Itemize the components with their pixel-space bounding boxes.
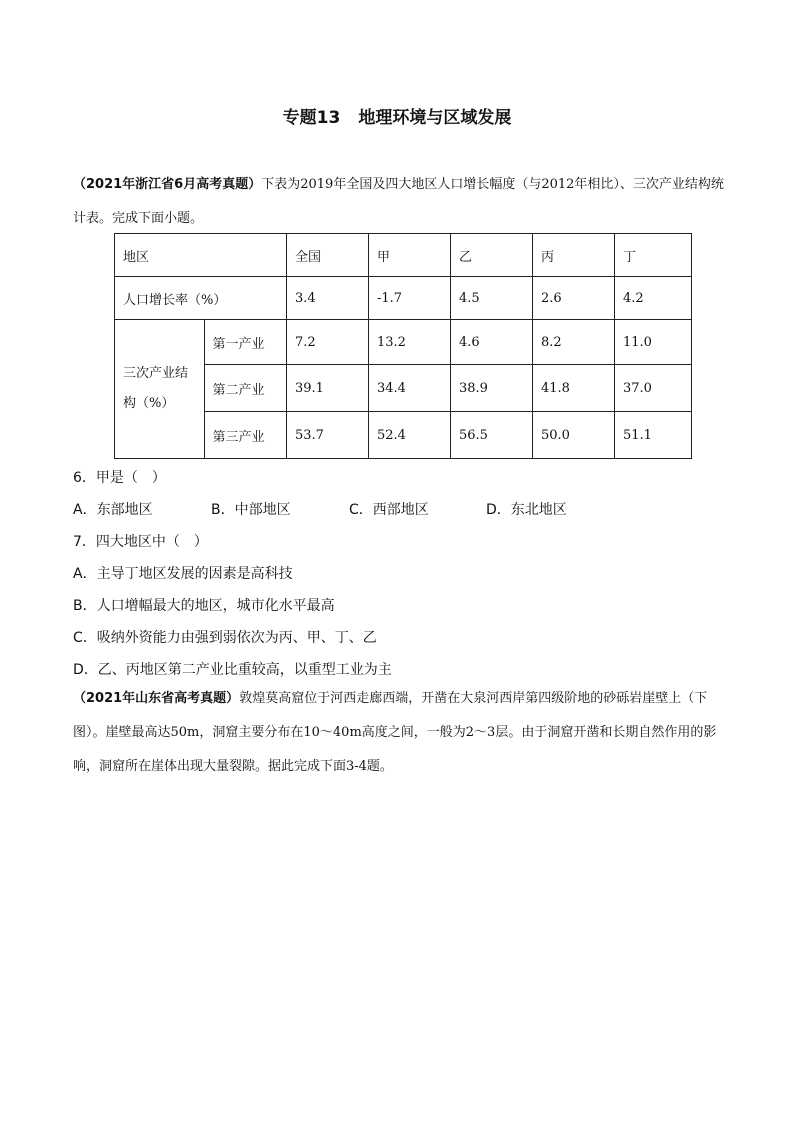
- table-header-row: [115, 234, 692, 277]
- statistics-table: [114, 233, 692, 459]
- title-main: 地理环境与区域发展: [358, 108, 512, 128]
- table-cell: 56.5: [451, 412, 533, 459]
- question-set-2-source: （2021年山东省高考真题）: [73, 691, 240, 706]
- question-6-options: [73, 499, 728, 519]
- row-label: 第三产业: [204, 412, 286, 459]
- question-7-option-a: A．主导丁地区发展的因素是高科技: [73, 566, 293, 582]
- header-region-cell: 地区: [115, 234, 287, 277]
- table-cell: 11.0: [615, 320, 692, 365]
- industry-structure-label-line2: 构（%）: [123, 396, 175, 411]
- header-col-bing: 丙: [533, 234, 615, 277]
- question-set-2-text: 敦煌莫高窟位于河西走廊西端，开凿在大泉河西岸第四级阶地的砂砾岩崖壁上（下图）。崖壁最高达50m，洞窟主要分布在10～40m高度之间，一般为2～3层。由于洞窟开凿和长期自然作用的影响，洞窟所在崖体出现大量裂隙。据此完成下面3-4题。: [73, 691, 717, 774]
- table-row-primary: [115, 320, 692, 365]
- table-cell: 13.2: [369, 320, 451, 365]
- table-cell: 37.0: [615, 365, 692, 412]
- table-cell: 50.0: [533, 412, 615, 459]
- table-cell: 41.8: [533, 365, 615, 412]
- population-label: 人口增长率（%）: [115, 277, 287, 320]
- option-d: D．东北地区: [486, 502, 567, 518]
- table-cell: 34.4: [369, 365, 451, 412]
- population-value: 3.4: [287, 277, 369, 320]
- row-label: 第二产业: [204, 365, 286, 412]
- header-col-national: 全国: [287, 234, 369, 277]
- question-set-1-source: （2021年浙江省6月高考真题）: [73, 177, 262, 192]
- table-cell: 8.2: [533, 320, 615, 365]
- industry-structure-label: [115, 320, 205, 459]
- question-set-1-text: 下表为2019年全国及四大地区人口增长幅度（与2012年相比）、三次产业结构统计表。完成下面小题。: [73, 177, 724, 226]
- population-value: 4.5: [451, 277, 533, 320]
- table-cell: 38.9: [451, 365, 533, 412]
- question-6-stem: 6．甲是（ ）: [73, 470, 166, 486]
- option-c: C．西部地区: [349, 502, 429, 518]
- question-7-option-c: C．吸纳外资能力由强到弱依次为丙、甲、丁、乙: [73, 630, 377, 646]
- population-value: 4.2: [615, 277, 692, 320]
- question-7-stem: 7．四大地区中（ ）: [73, 534, 208, 550]
- question-set-1-intro: [73, 168, 728, 236]
- option-b: B．中部地区: [211, 502, 291, 518]
- option-a: A．东部地区: [73, 502, 153, 518]
- table-row-population: [115, 277, 692, 320]
- table-cell: 53.7: [287, 412, 369, 459]
- table-cell: 4.6: [451, 320, 533, 365]
- table-cell: 39.1: [287, 365, 369, 412]
- row-label: 第一产业: [204, 320, 286, 365]
- population-value: 2.6: [533, 277, 615, 320]
- table-cell: 7.2: [287, 320, 369, 365]
- page-title: [0, 103, 794, 128]
- question-7-option-d: D．乙、丙地区第二产业比重较高，以重型工业为主: [73, 662, 392, 678]
- title-prefix: 专题13: [282, 108, 341, 128]
- header-col-yi: 乙: [451, 234, 533, 277]
- header-col-jia: 甲: [369, 234, 451, 277]
- header-col-ding: 丁: [615, 234, 692, 277]
- industry-structure-label-line1: 三次产业结: [123, 366, 189, 381]
- question-7-option-b: B．人口增幅最大的地区，城市化水平最高: [73, 598, 335, 614]
- population-value: -1.7: [369, 277, 451, 320]
- table-cell: 51.1: [615, 412, 692, 459]
- table-cell: 52.4: [369, 412, 451, 459]
- question-set-2-intro: [73, 682, 728, 784]
